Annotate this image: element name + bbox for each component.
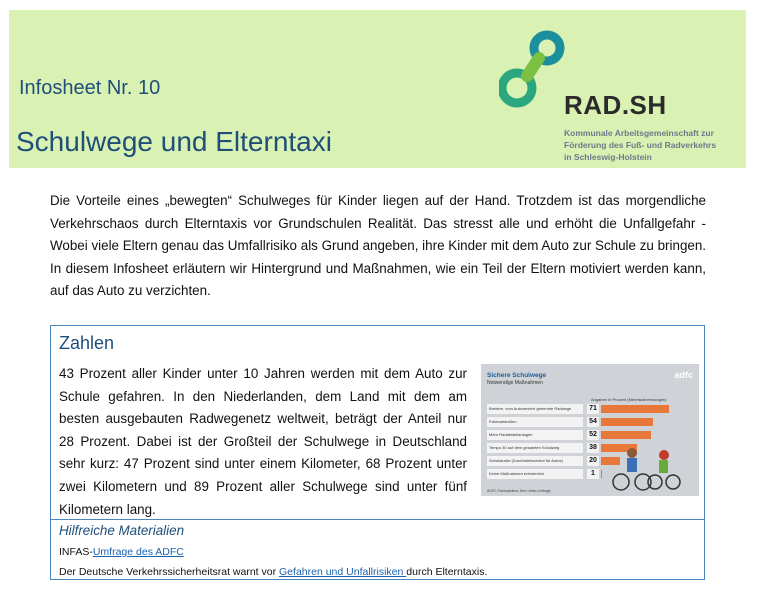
- chart-title: Sichere Schulwege: [487, 372, 547, 379]
- zahlen-paragraph: 43 Prozent aller Kinder unter 10 Jahren werden mit dem Auto zur Schule gefahren. In den Niederlanden, dem Land mit dem am besten ausgebauten Radwegenetz weltweit, beträgt der Anteil nur 28 Prozent. Dabei ist der Großteil der Schulwege in Deutschland sehr kurz: 47 Prozent sind unter einem Kilometer, 68 Prozent unter zwei Kilometern und 89 Prozent aller Schulwege sind unter fünf Kilometern lang.: [59, 366, 467, 517]
- chart-bar: [601, 470, 602, 478]
- materials-line-infas: INFAS-Umfrage des ADFC: [59, 546, 184, 558]
- box-divider: [51, 519, 704, 520]
- adfc-chart: [481, 364, 699, 496]
- chart-bar-value: 20: [587, 456, 599, 466]
- cyclists-illustration: [611, 444, 681, 492]
- section-heading-materials: Hilfreiche Materialien: [59, 523, 185, 538]
- chart-bar-label: Mehr Radabstellanlagen: [487, 430, 583, 440]
- chart-bar: [601, 431, 651, 439]
- header-banner: [9, 10, 746, 168]
- chart-bar-value: 71: [587, 404, 599, 414]
- intro-paragraph: Die Vorteile eines „bewegten“ Schulweges für Kinder liegen auf der Hand. Trotzdem ist das morgendliche Verkehrschaos durch Elterntaxis vor Grundschulen Realität. Das stresst alle und erhöht die Unfallgefahr - Wobei viele Eltern genau das Umfallrisiko als Grund angeben, ihre Kinder mit dem Auto zur Schule zu bringen. In diesem Infosheet erläutern wir Hintergrund und Maßnahmen, wie ein Teil der Eltern motiviert werden kann, auf das Auto zu verzichten.: [50, 193, 706, 299]
- logo-subtitle: Kommunale Arbeitsgemeinschaft zur Förderung des Fuß- und Radverkehrs in Schleswig-Holstein: [564, 128, 717, 162]
- chart-bar-value: 52: [587, 430, 599, 440]
- section-heading-zahlen: Zahlen: [59, 333, 115, 353]
- chart-bar-value: 38: [587, 443, 599, 453]
- chart-bar-label: Fahrradstraßen: [487, 417, 583, 427]
- chart-bar-row: [487, 430, 697, 440]
- chart-footnote: ADFC-Fahrradklima-Test / infas-Umfrage: [487, 489, 551, 493]
- chart-bar-label: Breitere, vom Autoverkehr getrennte Radwege: [487, 404, 583, 414]
- link-risks[interactable]: Gefahren und Unfallrisiken: [279, 566, 407, 578]
- link-adfc-survey[interactable]: Umfrage des ADFC: [92, 546, 184, 558]
- chart-bar-row: [487, 417, 697, 427]
- chart-caption: Angaben in Prozent (Mehrfachnennungen): [591, 397, 667, 402]
- chart-bar-value: 1: [587, 469, 599, 479]
- chain-link-icon: [499, 30, 569, 110]
- chart-bar: [601, 418, 653, 426]
- materials-line-dvr: Der Deutsche Verkehrssicherheitsrat warnt vor Gefahren und Unfallrisiken durch Elterntaxis.: [59, 566, 488, 578]
- chart-bar-label: Tempo 30 auf dem gesamten Schulweg: [487, 443, 583, 453]
- adfc-logo: adfc: [674, 370, 693, 380]
- chart-bar-label: Schulstraße (Durchfahrtsverbot für Autos): [487, 456, 583, 466]
- chart-bar-value: 54: [587, 417, 599, 427]
- chart-subtitle: Notwendige Maßnahmen: [487, 380, 543, 386]
- infosheet-number: Infosheet Nr. 10: [19, 77, 161, 99]
- chart-bar-label: Keine Maßnahmen erforderlich: [487, 469, 583, 479]
- chart-bar: [601, 405, 669, 413]
- logo-name: RAD.SH: [564, 90, 667, 120]
- info-box: [50, 325, 705, 580]
- chart-bar-row: [487, 404, 697, 414]
- page-title: Schulwege und Elterntaxi: [16, 126, 332, 157]
- rad-sh-logo: [499, 30, 739, 170]
